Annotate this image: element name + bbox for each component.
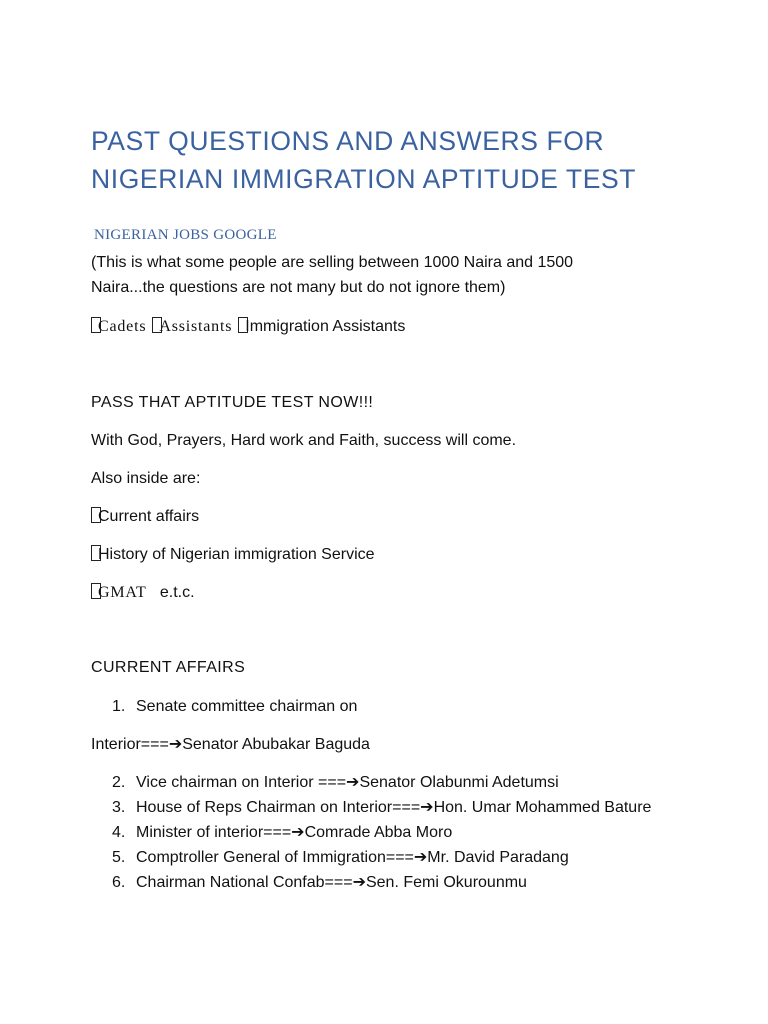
category-immigration-assistants: Immigration Assistants (245, 318, 406, 335)
bullet-item (91, 504, 199, 529)
category-line (91, 314, 405, 339)
category-cadets: Cadets (98, 318, 147, 335)
current-affairs-list (105, 770, 696, 895)
list-item: 2. Vice chairman on Interior ===➔Senator Olabunmi Adetumsi (112, 774, 559, 791)
bullet-etc: e.t.c. (159, 584, 195, 601)
list-item: 6. Chairman National Confab===➔Sen. Femi Okurounmu (112, 874, 527, 891)
page-title (91, 122, 731, 198)
intro-line-2: Naira...the questions are not many but do not ignore them) (91, 279, 506, 296)
bullet-item (91, 580, 195, 605)
source-label: NIGERIAN JOBS GOOGLE (94, 227, 277, 243)
list-item-continuation: Interior===➔Senator Abubakar Baguda (91, 736, 370, 753)
also-inside-text: Also inside are: (91, 470, 201, 487)
motto-text: With God, Prayers, Hard work and Faith, success will come. (91, 432, 517, 449)
list-item: 1. Senate committee chairman on (112, 698, 358, 715)
intro-paragraph (91, 250, 573, 300)
list-item: 5. Comptroller General of Immigration===➔Mr. David Paradang (112, 849, 569, 866)
intro-line-1: (This is what some people are selling between 1000 Naira and 1500 (91, 254, 574, 271)
title-line-1: PAST QUESTIONS AND ANSWERS FOR (91, 126, 605, 156)
bullet-current-affairs: Current affairs (98, 508, 200, 525)
list-item: 4. Minister of interior===➔Comrade Abba Moro (112, 824, 453, 841)
current-affairs-heading: CURRENT AFFAIRS (91, 659, 246, 676)
list-item: 3. House of Reps Chairman on Interior===➔Hon. Umar Mohammed Bature (112, 799, 652, 816)
pass-heading: PASS THAT APTITUDE TEST NOW!!! (91, 394, 374, 411)
bullet-gmat: GMAT (98, 584, 147, 601)
bullet-item (91, 542, 375, 567)
category-assistants: Assistants (159, 318, 233, 335)
bullet-history: History of Nigerian immigration Service (98, 546, 375, 563)
title-line-2: NIGERIAN IMMIGRATION APTITUDE TEST (91, 164, 637, 194)
current-affairs-list (105, 694, 696, 719)
